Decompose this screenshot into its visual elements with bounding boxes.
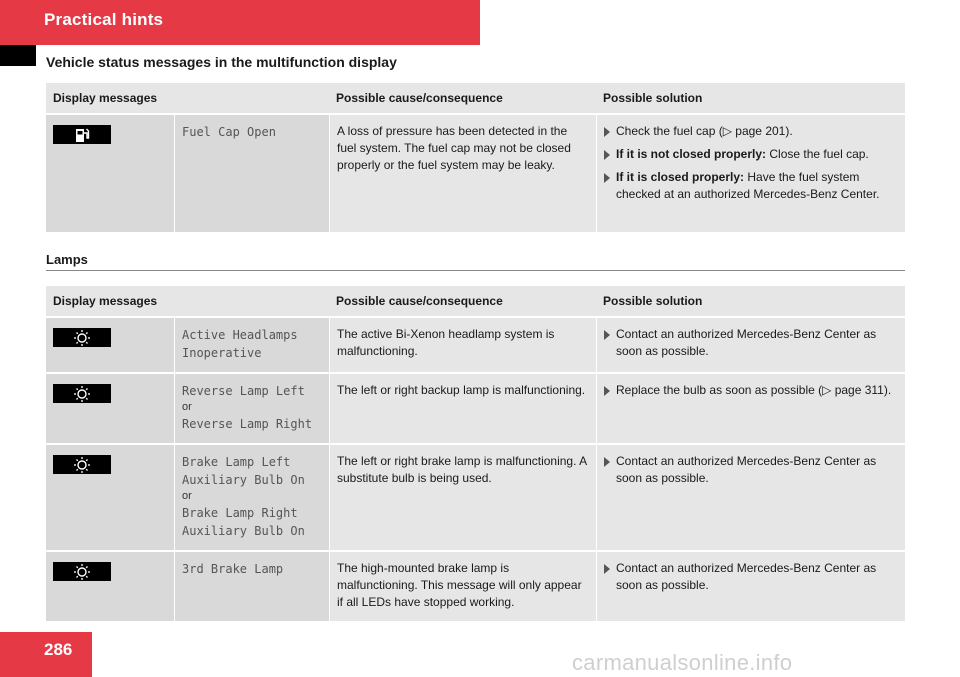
cause-text: The high-mounted brake lamp is malfunctioning. This message will only appear if all LEDs have stopped working. [329,552,596,623]
or-separator: or [182,490,192,502]
display-message: Brake Lamp Right [182,506,298,520]
display-message: Auxiliary Bulb On [182,524,305,538]
section-tab-marker [0,45,36,66]
display-message: Auxiliary Bulb On [182,473,305,487]
arrow-icon [604,330,610,340]
watermark: carmanualsonline.info [572,650,793,675]
display-message: Active Headlamps [182,328,298,342]
lamp-icon [53,384,111,403]
solution-item: Contact an authorized Mercedes-Benz Center as soon as possible. [604,453,898,487]
page-subtitle: Vehicle status messages in the multifunction display [46,54,397,70]
cause-text: The left or right backup lamp is malfunctioning. [329,374,596,445]
display-message: Fuel Cap Open [174,115,329,234]
lamp-icon [53,562,111,581]
col-header-display: Display messages [46,286,329,318]
arrow-icon [604,457,610,467]
divider [46,270,905,271]
fuel-pump-icon [53,125,111,144]
arrow-icon [604,150,610,160]
solution-item: Contact an authorized Mercedes-Benz Center as soon as possible. [604,326,898,360]
lamp-messages-table [46,286,905,623]
display-message: 3rd Brake Lamp [182,562,284,576]
cause-text: A loss of pressure has been detected in the fuel system. The fuel cap may not be closed properly or the fuel system may be leaky. [329,115,596,234]
col-header-solution: Possible solution [596,286,905,318]
fuel-messages-table [46,83,905,234]
table-row [46,115,905,234]
col-header-display: Display messages [46,83,329,115]
col-header-cause: Possible cause/consequence [329,286,596,318]
cause-text: The left or right brake lamp is malfunctioning. A substitute bulb is being used. [329,445,596,552]
lamp-icon [53,328,111,347]
section-heading-lamps: Lamps [46,252,88,267]
solution-item: Check the fuel cap (▷ page 201). [604,123,898,140]
col-header-solution: Possible solution [596,83,905,115]
table-row [46,552,905,623]
display-message: Brake Lamp Left [182,455,291,469]
page-number: 286 [44,640,73,659]
col-header-cause: Possible cause/consequence [329,83,596,115]
table-row [46,445,905,552]
cause-text: The active Bi-Xenon headlamp system is malfunctioning. [329,318,596,374]
page-section-title: Practical hints [44,10,164,29]
display-message: Inoperative [182,346,262,360]
solution-item: Contact an authorized Mercedes-Benz Center as soon as possible. [604,560,898,594]
solution-item: Replace the bulb as soon as possible (▷ page 311). [604,382,898,399]
lamp-icon [53,455,111,474]
arrow-icon [604,173,610,183]
solution-item: If it is not closed properly: Close the fuel cap. [604,146,898,163]
solution-item: If it is closed properly: Have the fuel system checked at an authorized Mercedes-Benz Center. [604,169,898,203]
display-message: Reverse Lamp Right [182,417,313,431]
or-separator: or [182,401,192,413]
solution-cell [596,115,905,234]
display-message: Reverse Lamp Left [182,384,305,398]
arrow-icon [604,386,610,396]
table-row [46,374,905,445]
arrow-icon [604,564,610,574]
arrow-icon [604,127,610,137]
table-row [46,318,905,374]
